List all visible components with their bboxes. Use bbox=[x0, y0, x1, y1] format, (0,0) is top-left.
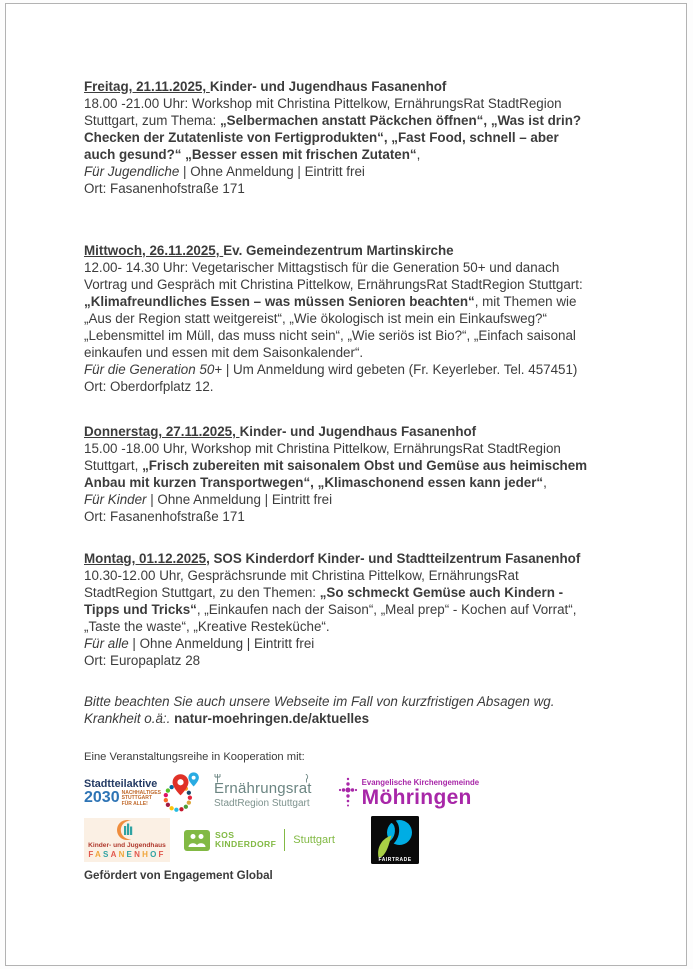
text-run: Ort: Fasanenhofstraße 171 bbox=[84, 181, 245, 196]
fork-icon bbox=[214, 774, 222, 783]
text-run: „Selbermachen anstatt Päckchen öffnen“, „Was ist drin? bbox=[219, 113, 582, 128]
text-run: | Ohne Anmeldung | Eintritt frei bbox=[179, 164, 365, 179]
sdg-wreath-pins-icon bbox=[159, 770, 202, 816]
fairtrade-mark-icon bbox=[371, 816, 419, 864]
fasanenhof-subtitle: Kinder- und Jugendhaus bbox=[88, 842, 166, 849]
text-run: „Taste the waste“, „Kreative Resteküche“. bbox=[84, 619, 330, 634]
document-content bbox=[84, 78, 632, 882]
text-run: , bbox=[416, 147, 421, 162]
wordmark-letter: F bbox=[88, 850, 96, 859]
fasanenhof-circle-icon bbox=[116, 819, 138, 841]
text-run: Kinder- und Jugendhaus Fasanenhof bbox=[239, 424, 477, 439]
wordmark-letter: A bbox=[110, 850, 119, 859]
funding-note: Gefördert von Engagement Global bbox=[84, 869, 273, 882]
text-run: Freitag, 21.11.2025, bbox=[84, 79, 210, 94]
stadtteilaktive-year: 2030 bbox=[84, 788, 120, 806]
wordmark-letter: E bbox=[126, 850, 135, 859]
text-run: „Lebensmittel im Müll, das muss nicht sein“, „Wie seriös ist Bio?“, „Einfach saisonal bbox=[84, 328, 576, 343]
text-run: Krankheit o.ä:. bbox=[84, 711, 175, 726]
moehringen-subtitle: Evangelische Kirchengemeinde bbox=[361, 777, 480, 787]
text-run: Für die Generation 50+ bbox=[84, 362, 223, 377]
logo-fairtrade bbox=[371, 816, 419, 864]
text-run: 18.00 -21.00 Uhr: Workshop mit Christina Pittelkow, ErnährungsRat StadtRegion bbox=[84, 96, 562, 111]
event-heading bbox=[84, 550, 632, 567]
event-details bbox=[84, 95, 632, 197]
text-run: StadtRegion Stuttgart, zu den Themen: bbox=[84, 585, 320, 600]
sos-city: Stuttgart bbox=[293, 834, 335, 846]
event-details bbox=[84, 567, 632, 669]
text-run: Stuttgart, zum Thema: bbox=[84, 113, 220, 128]
logo-kirchengemeinde-moehringen bbox=[338, 776, 479, 810]
event-block-1 bbox=[84, 78, 632, 197]
text-run: Montag, 01.12.2025 bbox=[84, 551, 207, 566]
logo-row-1 bbox=[84, 770, 632, 816]
text-run: Für Jugendliche bbox=[84, 164, 180, 179]
stadtteilaktive-tagline: NACHHALTIGES STUTTGART FÜR ALLE! bbox=[121, 789, 161, 807]
knife-icon bbox=[304, 774, 310, 783]
event-heading bbox=[84, 423, 632, 440]
text-run: Tipps und Tricks“ bbox=[84, 602, 197, 617]
text-run: Donnerstag, 27.11.2025, bbox=[84, 424, 240, 439]
wordmark-letter: O bbox=[150, 850, 159, 859]
logo-row-2 bbox=[84, 818, 632, 862]
text-run: einkaufen und essen mit dem Saisonkalender“. bbox=[84, 345, 364, 360]
event-details bbox=[84, 440, 632, 525]
wordmark-letter: A bbox=[95, 850, 104, 859]
text-run: Bitte beachten Sie auch unsere Webseite im Fall von kurzfristigen Absagen wg. bbox=[84, 694, 555, 709]
text-run: Checken der Zutatenliste von Fertigprodukten“, „Fast Food, schnell – aber bbox=[84, 130, 559, 145]
event-heading bbox=[84, 242, 632, 259]
text-run: Vortrag und Gespräch mit Christina Pittelkow, ErnährungsRat StadtRegion Stuttgart: bbox=[84, 277, 583, 292]
text-run: Für alle bbox=[84, 636, 129, 651]
text-run: Ort: Europaplatz 28 bbox=[84, 653, 201, 668]
fairtrade-label: FAIRTRADE bbox=[378, 857, 412, 864]
event-heading bbox=[84, 78, 632, 95]
text-run: auch gesund?“ „Besser essen mit frischen Zutaten“ bbox=[84, 147, 417, 162]
text-run: | Ohne Anmeldung | Eintritt frei bbox=[146, 492, 333, 507]
text-run: „Klimafreundliches Essen – was müssen Senioren beachten“ bbox=[84, 294, 475, 309]
wordmark-letter: N bbox=[118, 850, 127, 859]
text-run: „Frisch zubereiten mit saisonalem Obst und Gemüse aus heimischem bbox=[142, 458, 588, 473]
text-run: , bbox=[543, 475, 547, 490]
ernaehrungsrat-subtitle: StadtRegion Stuttgart bbox=[214, 798, 310, 809]
wordmark-letter: S bbox=[103, 850, 111, 859]
text-run: | Ohne Anmeldung | Eintritt frei bbox=[128, 636, 315, 651]
event-block-3 bbox=[84, 423, 632, 525]
divider bbox=[284, 829, 285, 851]
text-run: , mit Themen wie bbox=[474, 294, 577, 309]
text-run: Stuttgart, bbox=[84, 458, 143, 473]
text-run: „So schmeckt Gemüse auch Kindern - bbox=[319, 585, 564, 600]
text-run: Kinder- und Jugendhaus Fasanenhof bbox=[209, 79, 447, 94]
moehringen-title: Möhringen bbox=[361, 785, 472, 809]
logo-sos-kinderdorf bbox=[184, 829, 335, 851]
text-run: Ort: Oberdorfplatz 12. bbox=[84, 379, 214, 394]
sos-children-icon bbox=[184, 830, 210, 851]
cooperation-label: Eine Veranstaltungsreihe in Kooperation mit: bbox=[84, 751, 305, 763]
text-run: Ev. Gemeindezentrum Martinskirche bbox=[223, 243, 454, 258]
text-run: Mittwoch, 26.11.2025, bbox=[84, 243, 224, 258]
text-run: Anbau mit kurzen Transportwegen“, „Klimaschonend essen kann jeder“ bbox=[84, 475, 544, 490]
text-run: , SOS Kinderdorf Kinder- und Stadtteilzentrum Fasanenhof bbox=[206, 551, 581, 566]
event-block-4 bbox=[84, 550, 632, 669]
event-details bbox=[84, 259, 632, 395]
text-run: „Aus der Region statt weitgereist“, „Wie ökologisch ist mein ein Einkaufsweg?“ bbox=[84, 311, 547, 326]
document-page bbox=[5, 3, 687, 966]
text-run: 12.00- 14.30 Uhr: Vegetarischer Mittagstisch für die Generation 50+ und danach bbox=[84, 260, 560, 275]
text-run: natur-moehringen.de/aktuelles bbox=[174, 711, 370, 726]
wordmark-letter: F bbox=[158, 850, 166, 859]
text-run: | Um Anmeldung wird gebeten (Fr. Keyerleber. Tel. 457451) bbox=[222, 362, 578, 377]
sos-line1: SOS bbox=[215, 829, 235, 840]
text-run: 15.00 -18.00 Uhr, Workshop mit Christina Pittelkow, ErnährungsRat StadtRegion bbox=[84, 441, 561, 456]
wordmark-letter: H bbox=[142, 850, 151, 859]
logo-stadtteilaktive-2030 bbox=[84, 770, 202, 816]
text-run: 10.30-12.00 Uhr, Gesprächsrunde mit Christina Pittelkow, ErnährungsRat bbox=[84, 568, 519, 583]
text-run: , „Einkaufen nach der Saison“, „Meal prep“ - Kochen auf Vorrat“, bbox=[196, 602, 577, 617]
wordmark-letter: N bbox=[134, 850, 143, 859]
stadtteilaktive-title: Stadtteilaktive bbox=[84, 777, 158, 790]
text-run: Für Kinder bbox=[84, 492, 147, 507]
text-run: Ort: Fasanenhofstraße 171 bbox=[84, 509, 245, 524]
logo-kinder-jugendhaus-fasanenhof bbox=[84, 818, 170, 862]
ernaehrungsrat-title: Ernährungsrat bbox=[214, 777, 312, 797]
sos-line2: KINDERDORF bbox=[215, 839, 277, 849]
cancellation-note bbox=[84, 693, 632, 727]
logo-ernaehrungsrat bbox=[214, 777, 312, 809]
event-block-2 bbox=[84, 242, 632, 395]
dotted-cross-icon bbox=[338, 776, 358, 810]
fasanenhof-wordmark bbox=[88, 850, 165, 859]
